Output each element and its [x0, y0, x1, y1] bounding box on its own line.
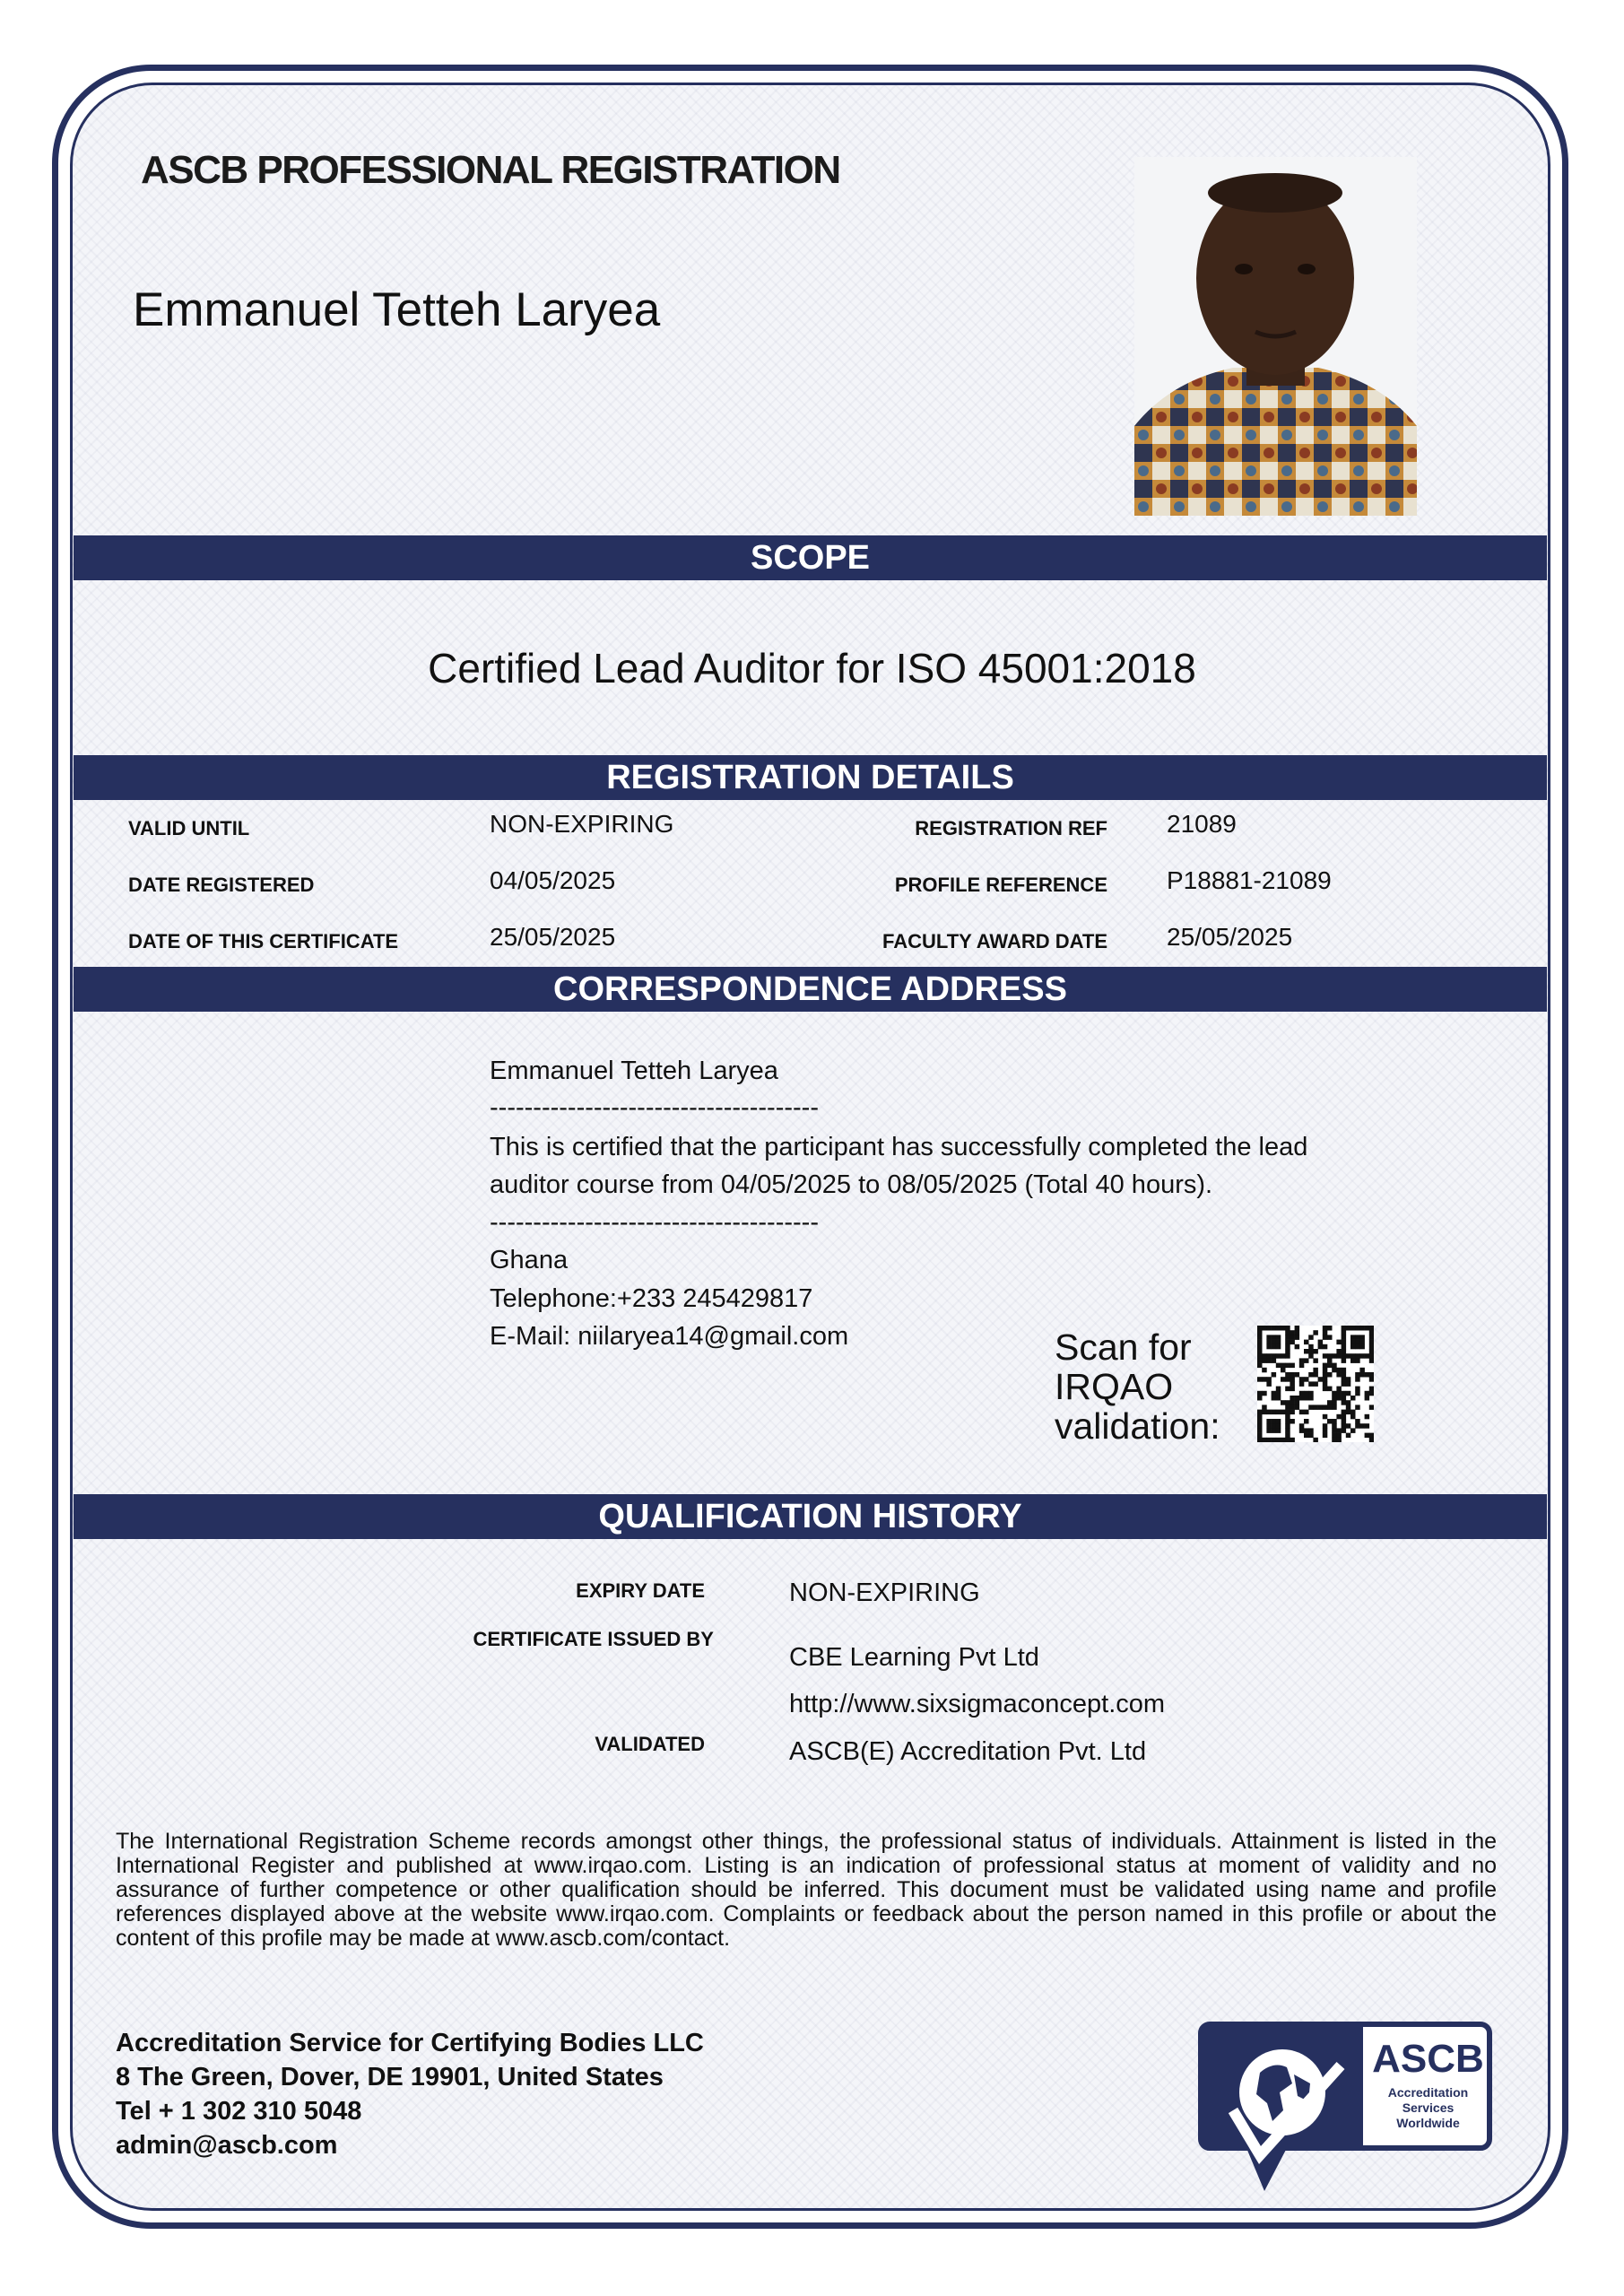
- registrant-name: Emmanuel Tetteh Laryea: [133, 283, 661, 336]
- logo-tagline-line2: Services: [1402, 2100, 1455, 2115]
- separator-line: --------------------------------------: [490, 1208, 819, 1237]
- footer-email: admin@ascb.com: [116, 2131, 338, 2160]
- expiry-date-label: EXPIRY DATE: [576, 1579, 705, 1602]
- issued-by-label: CERTIFICATE ISSUED BY: [473, 1628, 714, 1650]
- certification-statement-line1: This is certified that the participant has successfully completed the lead: [490, 1133, 1308, 1161]
- footer-address: 8 The Green, Dover, DE 19901, United States: [116, 2063, 664, 2092]
- registration-ref-value: 21089: [1167, 810, 1237, 838]
- address-country: Ghana: [490, 1246, 569, 1274]
- faculty-award-date-value: 25/05/2025: [1167, 923, 1293, 951]
- scan-line3: validation:: [1055, 1405, 1220, 1447]
- valid-until-value: NON-EXPIRING: [490, 810, 674, 838]
- scope-text: Certified Lead Auditor for ISO 45001:2018: [428, 645, 1196, 691]
- registration-ref-label: REGISTRATION REF: [915, 817, 1107, 839]
- logo-tagline-line3: Worldwide: [1396, 2116, 1460, 2130]
- logo-wordmark: ASCB: [1372, 2037, 1484, 2081]
- ascb-logo: [1197, 2021, 1493, 2196]
- scan-line1: Scan for: [1055, 1326, 1192, 1368]
- registration-band: [74, 755, 1547, 800]
- correspondence-band: [74, 967, 1547, 1012]
- footer-telephone: Tel + 1 302 310 5048: [116, 2097, 362, 2126]
- registrant-photo: [1134, 157, 1417, 516]
- separator-line: --------------------------------------: [490, 1093, 819, 1122]
- logo-tagline-line1: Accreditation: [1387, 2085, 1469, 2100]
- scan-instruction: [1055, 1327, 1220, 1446]
- certificate-date-value: 25/05/2025: [490, 923, 616, 951]
- valid-until-label: VALID UNTIL: [128, 817, 250, 839]
- correspondence-name: Emmanuel Tetteh Laryea: [490, 1057, 778, 1085]
- scope-band: [74, 535, 1547, 580]
- address-email: E-Mail: niilaryea14@gmail.com: [490, 1322, 849, 1351]
- profile-reference-value: P18881-21089: [1167, 866, 1332, 894]
- profile-reference-label: PROFILE REFERENCE: [894, 874, 1107, 896]
- validation-qr-code[interactable]: [1257, 1326, 1374, 1442]
- correspondence-heading: CORRESPONDENCE ADDRESS: [553, 970, 1067, 1008]
- footer-organization: Accreditation Service for Certifying Bodies LLC: [116, 2029, 704, 2057]
- certificate-date-label: DATE OF THIS CERTIFICATE: [128, 930, 399, 952]
- validated-label: VALIDATED: [595, 1733, 705, 1755]
- document-title: ASCB PROFESSIONAL REGISTRATION: [141, 148, 840, 192]
- issuer-url: http://www.sixsigmaconcept.com: [789, 1690, 1166, 1718]
- validated-value: ASCB(E) Accreditation Pvt. Ltd: [789, 1737, 1147, 1766]
- issued-by-value: CBE Learning Pvt Ltd: [789, 1643, 1039, 1672]
- certification-statement-line2: auditor course from 04/05/2025 to 08/05/2025 (Total 40 hours).: [490, 1170, 1213, 1199]
- date-registered-value: 04/05/2025: [490, 866, 616, 894]
- date-registered-label: DATE REGISTERED: [128, 874, 315, 896]
- qualification-band: [74, 1494, 1547, 1539]
- qualification-heading: QUALIFICATION HISTORY: [598, 1498, 1022, 1535]
- address-telephone: Telephone:+233 245429817: [490, 1284, 813, 1313]
- faculty-award-date-label: FACULTY AWARD DATE: [882, 930, 1107, 952]
- disclaimer-text: The International Registration Scheme records amongst other things, the professional status of individuals. Attainment is listed in the International Register and published at www.irqao.com. Listing is an indication of professional status at moment of validity and no assurance of further competence or other qualification should be inferred. This document must be validated using name and profile references displayed above at the website www.irqao.com. Complaints or feedback about the person named in this profile or about the content of this profile may be made at www.ascb.com/contact.: [116, 1829, 1497, 1951]
- registration-heading: REGISTRATION DETAILS: [606, 759, 1014, 796]
- logo-tagline: [1372, 2085, 1484, 2131]
- expiry-date-value: NON-EXPIRING: [789, 1578, 980, 1607]
- scope-heading: SCOPE: [750, 539, 871, 577]
- scan-line2: IRQAO: [1055, 1366, 1174, 1407]
